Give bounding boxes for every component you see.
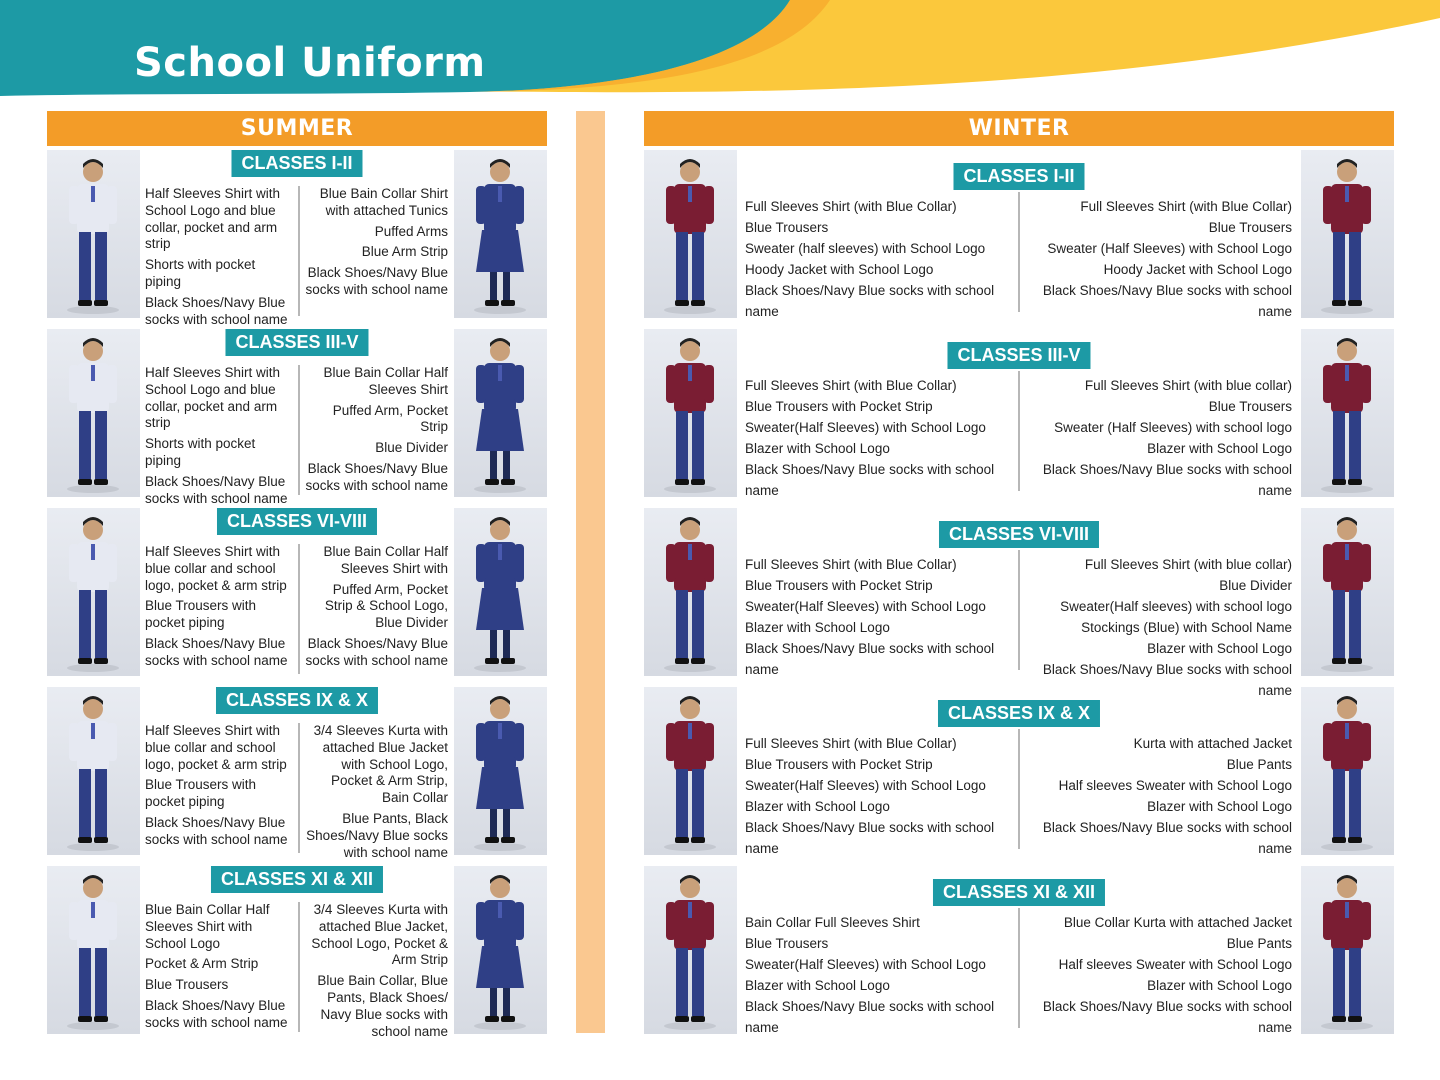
uniform-item: Black Shoes/Navy Blue socks with school name (1042, 999, 1292, 1035)
class-row (644, 329, 1394, 497)
class-badge: CLASSES XI & XII (211, 866, 383, 893)
class-badge: CLASSES XI & XII (933, 879, 1105, 906)
class-badge: CLASSES VI-VIII (939, 521, 1099, 548)
uniform-item: 3/4 Sleeves Kurta with attached Blue Jacket, School Logo, Pocket & Arm Strip (311, 902, 448, 968)
uniform-item: 3/4 Sleeves Kurta with attached Blue Jacket with School Logo, Pocket & Arm Strip, Bain Collar (313, 723, 448, 806)
uniform-item: Puffed Arm, Pocket Strip & School Logo, Blue Divider (324, 581, 448, 631)
uniform-item: Black Shoes/Navy Blue socks with school name (305, 460, 448, 493)
boy-uniform-list (145, 902, 295, 1036)
uniform-item: Sweater(Half Sleeves) with School Logo (745, 957, 986, 972)
uniform-item: Black Shoes/Navy Blue socks with school name (1042, 820, 1292, 856)
uniform-item: Sweater(Half Sleeves) with School Logo (745, 778, 986, 793)
summer-rows (47, 150, 547, 1039)
girl-uniform-list (1024, 554, 1292, 701)
uniform-item: Blue Trousers with pocket piping (145, 777, 257, 810)
uniform-item: Sweater(Half Sleeves) with School Logo (745, 599, 986, 614)
girl-uniform-photo (1301, 866, 1394, 1034)
class-row (644, 866, 1394, 1034)
summer-column (47, 111, 547, 1039)
girl-uniform-photo (454, 508, 547, 676)
uniform-item: Blazer with School Logo (1147, 799, 1292, 814)
column-divider (1018, 371, 1020, 491)
column-divider (298, 365, 300, 495)
girl-uniform-list (302, 902, 448, 1044)
uniform-item: Blue Trousers with pocket piping (145, 598, 257, 631)
uniform-item: Blue Trousers with Pocket Strip (745, 757, 933, 772)
uniform-item: Stockings (Blue) with School Name (1081, 620, 1292, 635)
boy-uniform-photo (47, 866, 140, 1034)
boy-uniform-list (145, 365, 295, 511)
girl-uniform-photo (454, 150, 547, 318)
uniform-item: Half Sleeves Shirt with blue collar and school logo, pocket & arm strip (145, 723, 287, 772)
summer-header: SUMMER (47, 111, 547, 146)
column-divider (1018, 550, 1020, 670)
uniform-item: Black Shoes/Navy Blue socks with school name (145, 294, 288, 327)
uniform-item: Blue Bain Collar Half Sleeves Shirt with (323, 544, 448, 576)
uniform-item: Shorts with pocket piping (145, 436, 256, 468)
boy-uniform-list (745, 733, 1015, 859)
column-divider (298, 723, 300, 853)
winter-column (644, 111, 1394, 1034)
uniform-item: Blazer with School Logo (1147, 978, 1292, 993)
girl-uniform-photo (1301, 329, 1394, 497)
girl-uniform-list (302, 365, 448, 499)
boy-uniform-list (745, 375, 1015, 501)
class-row (47, 866, 547, 1039)
uniform-item: Black Shoes/Navy Blue socks with school name (745, 999, 995, 1035)
class-badge: CLASSES IX & X (938, 700, 1100, 727)
girl-uniform-photo (454, 687, 547, 855)
uniform-item: Blue Bain Collar Half Sleeves Shirt (323, 365, 448, 397)
uniform-item: Black Shoes/Navy Blue socks with school name (745, 462, 995, 498)
uniform-item: Shorts with pocket piping (145, 257, 256, 289)
boy-uniform-photo (644, 687, 737, 855)
uniform-item: Blue Trousers (1208, 220, 1292, 235)
uniform-item: Half sleeves Sweater with School Logo (1058, 957, 1292, 972)
class-row (47, 150, 547, 327)
uniform-item: Blazer with School Logo (745, 799, 890, 814)
class-badge: CLASSES IX & X (216, 687, 378, 714)
uniform-item: Puffed Arms (374, 223, 448, 239)
boy-uniform-list (145, 186, 295, 332)
uniform-item: Black Shoes/Navy Blue socks with school name (745, 820, 995, 856)
uniform-item: Full Sleeves Shirt (with blue collar) (1084, 557, 1292, 572)
class-row (644, 687, 1394, 855)
class-row (644, 150, 1394, 318)
uniform-item: Full Sleeves Shirt (with Blue Collar) (1080, 199, 1292, 214)
boy-uniform-list (145, 544, 295, 674)
girl-uniform-photo (454, 329, 547, 497)
class-badge: CLASSES I-II (953, 163, 1084, 190)
class-row (47, 508, 547, 676)
uniform-item: Blazer with School Logo (745, 620, 890, 635)
class-badge: CLASSES VI-VIII (217, 508, 377, 535)
uniform-item: Black Shoes/Navy Blue socks with school name (145, 814, 288, 847)
uniform-item: Sweater (half sleeves) with School Logo (745, 241, 986, 256)
boy-uniform-list (745, 554, 1015, 680)
column-divider (1018, 729, 1020, 849)
class-badge: CLASSES III-V (225, 329, 368, 356)
uniform-item: Blue Trousers (145, 977, 229, 993)
boy-uniform-photo (47, 329, 140, 497)
girl-uniform-photo (1301, 687, 1394, 855)
uniform-item: Blue Divider (1219, 578, 1292, 593)
uniform-item: Black Shoes/Navy Blue socks with school name (745, 283, 995, 319)
class-badge: CLASSES I-II (231, 150, 362, 177)
uniform-item: Blue Arm Strip (361, 244, 448, 260)
class-row (47, 687, 547, 860)
boy-uniform-list (745, 912, 1015, 1038)
girl-uniform-list (1024, 733, 1292, 859)
uniform-item: Full Sleeves Shirt (with Blue Collar) (745, 199, 957, 214)
uniform-item: Blue Trousers with Pocket Strip (745, 399, 933, 414)
uniform-item: Half Sleeves Shirt with School Logo and blue collar, pocket and arm strip (145, 186, 281, 252)
girl-uniform-list (1024, 375, 1292, 501)
boy-uniform-list (145, 723, 295, 853)
girl-uniform-list (302, 723, 448, 865)
uniform-item: Half Sleeves Shirt with blue collar and school logo, pocket & arm strip (145, 544, 287, 593)
uniform-item: Puffed Arm, Pocket Strip (332, 402, 448, 435)
season-divider-bar (576, 111, 605, 1033)
uniform-item: Kurta with attached Jacket (1133, 736, 1292, 751)
uniform-item: Blue Bain Collar Shirt with attached Tunics (319, 186, 448, 218)
uniform-item: Black Shoes/Navy Blue socks with school name (145, 473, 288, 506)
uniform-item: Half Sleeves Shirt with School Logo and blue collar, pocket and arm strip (145, 365, 281, 431)
boy-uniform-list (745, 196, 1015, 322)
girl-uniform-photo (1301, 150, 1394, 318)
boy-uniform-photo (47, 508, 140, 676)
uniform-item: Blue Collar Kurta with attached Jacket (1063, 915, 1292, 930)
girl-uniform-photo (1301, 508, 1394, 676)
uniform-item: Blazer with School Logo (745, 978, 890, 993)
column-divider (298, 902, 300, 1032)
uniform-item: Sweater (Half Sleeves) with School Logo (1047, 241, 1292, 256)
girl-uniform-photo (454, 866, 547, 1034)
boy-uniform-photo (47, 150, 140, 318)
winter-header: WINTER (644, 111, 1394, 146)
column-divider (298, 186, 300, 316)
uniform-item: Bain Collar Full Sleeves Shirt (745, 915, 920, 930)
uniform-item: Hoody Jacket with School Logo (1103, 262, 1292, 277)
uniform-item: Half sleeves Sweater with School Logo (1058, 778, 1292, 793)
uniform-item: Blue Pants (1226, 936, 1292, 951)
boy-uniform-photo (644, 508, 737, 676)
boy-uniform-photo (47, 687, 140, 855)
uniform-item: Full Sleeves Shirt (with Blue Collar) (745, 736, 957, 751)
uniform-item: Pocket & Arm Strip (145, 956, 259, 972)
girl-uniform-list (1024, 196, 1292, 322)
column-divider (1018, 192, 1020, 312)
uniform-item: Blue Trousers (745, 936, 829, 951)
page-title: School Uniform (134, 40, 486, 86)
uniform-item: Blue Trousers (745, 220, 829, 235)
uniform-item: Blue Divider (375, 440, 448, 456)
uniform-item: Blazer with School Logo (1147, 441, 1292, 456)
column-divider (1018, 908, 1020, 1028)
uniform-item: Black Shoes/Navy Blue socks with school name (305, 265, 448, 297)
uniform-item: Black Shoes/Navy Blue socks with school name (305, 635, 448, 668)
uniform-item: Black Shoes/Navy Blue socks with school name (745, 641, 995, 677)
uniform-item: Blazer with School Logo (745, 441, 890, 456)
uniform-item: Blue Pants (1226, 757, 1292, 772)
uniform-item: Black Shoes/Navy Blue socks with school name (1042, 283, 1292, 319)
column-divider (298, 544, 300, 674)
uniform-item: Sweater(Half sleeves) with school logo (1060, 599, 1292, 614)
uniform-item: Blue Trousers (1208, 399, 1292, 414)
uniform-item: Blue Bain Collar Half Sleeves Shirt with School Logo (145, 902, 270, 951)
class-badge: CLASSES III-V (947, 342, 1090, 369)
girl-uniform-list (302, 544, 448, 674)
uniform-item: Black Shoes/Navy Blue socks with school name (145, 997, 288, 1030)
uniform-item: Full Sleeves Shirt (with blue collar) (1084, 378, 1292, 393)
girl-uniform-list (302, 186, 448, 303)
uniform-item: Sweater(Half Sleeves) with School Logo (745, 420, 986, 435)
uniform-item: Black Shoes/Navy Blue socks with school name (145, 635, 288, 668)
uniform-item: Black Shoes/Navy Blue socks with school name (1042, 662, 1292, 698)
uniform-item: Black Shoes/Navy Blue socks with school name (1042, 462, 1292, 498)
class-row (47, 329, 547, 506)
boy-uniform-photo (644, 329, 737, 497)
uniform-item: Full Sleeves Shirt (with Blue Collar) (745, 557, 957, 572)
uniform-item: Blazer with School Logo (1147, 641, 1292, 656)
winter-rows (644, 150, 1394, 1034)
uniform-item: Blue Bain Collar, Blue Pants, Black Shoes/ Navy Blue socks with school name (317, 973, 448, 1039)
uniform-item: Sweater (Half Sleeves) with school logo (1054, 420, 1292, 435)
uniform-item: Full Sleeves Shirt (with Blue Collar) (745, 378, 957, 393)
uniform-item: Hoody Jacket with School Logo (745, 262, 934, 277)
boy-uniform-photo (644, 150, 737, 318)
class-row (644, 508, 1394, 698)
boy-uniform-photo (644, 866, 737, 1034)
girl-uniform-list (1024, 912, 1292, 1038)
uniform-item: Blue Trousers with Pocket Strip (745, 578, 933, 593)
uniform-item: Blue Pants, Black Shoes/Navy Blue socks with school name (306, 810, 448, 860)
